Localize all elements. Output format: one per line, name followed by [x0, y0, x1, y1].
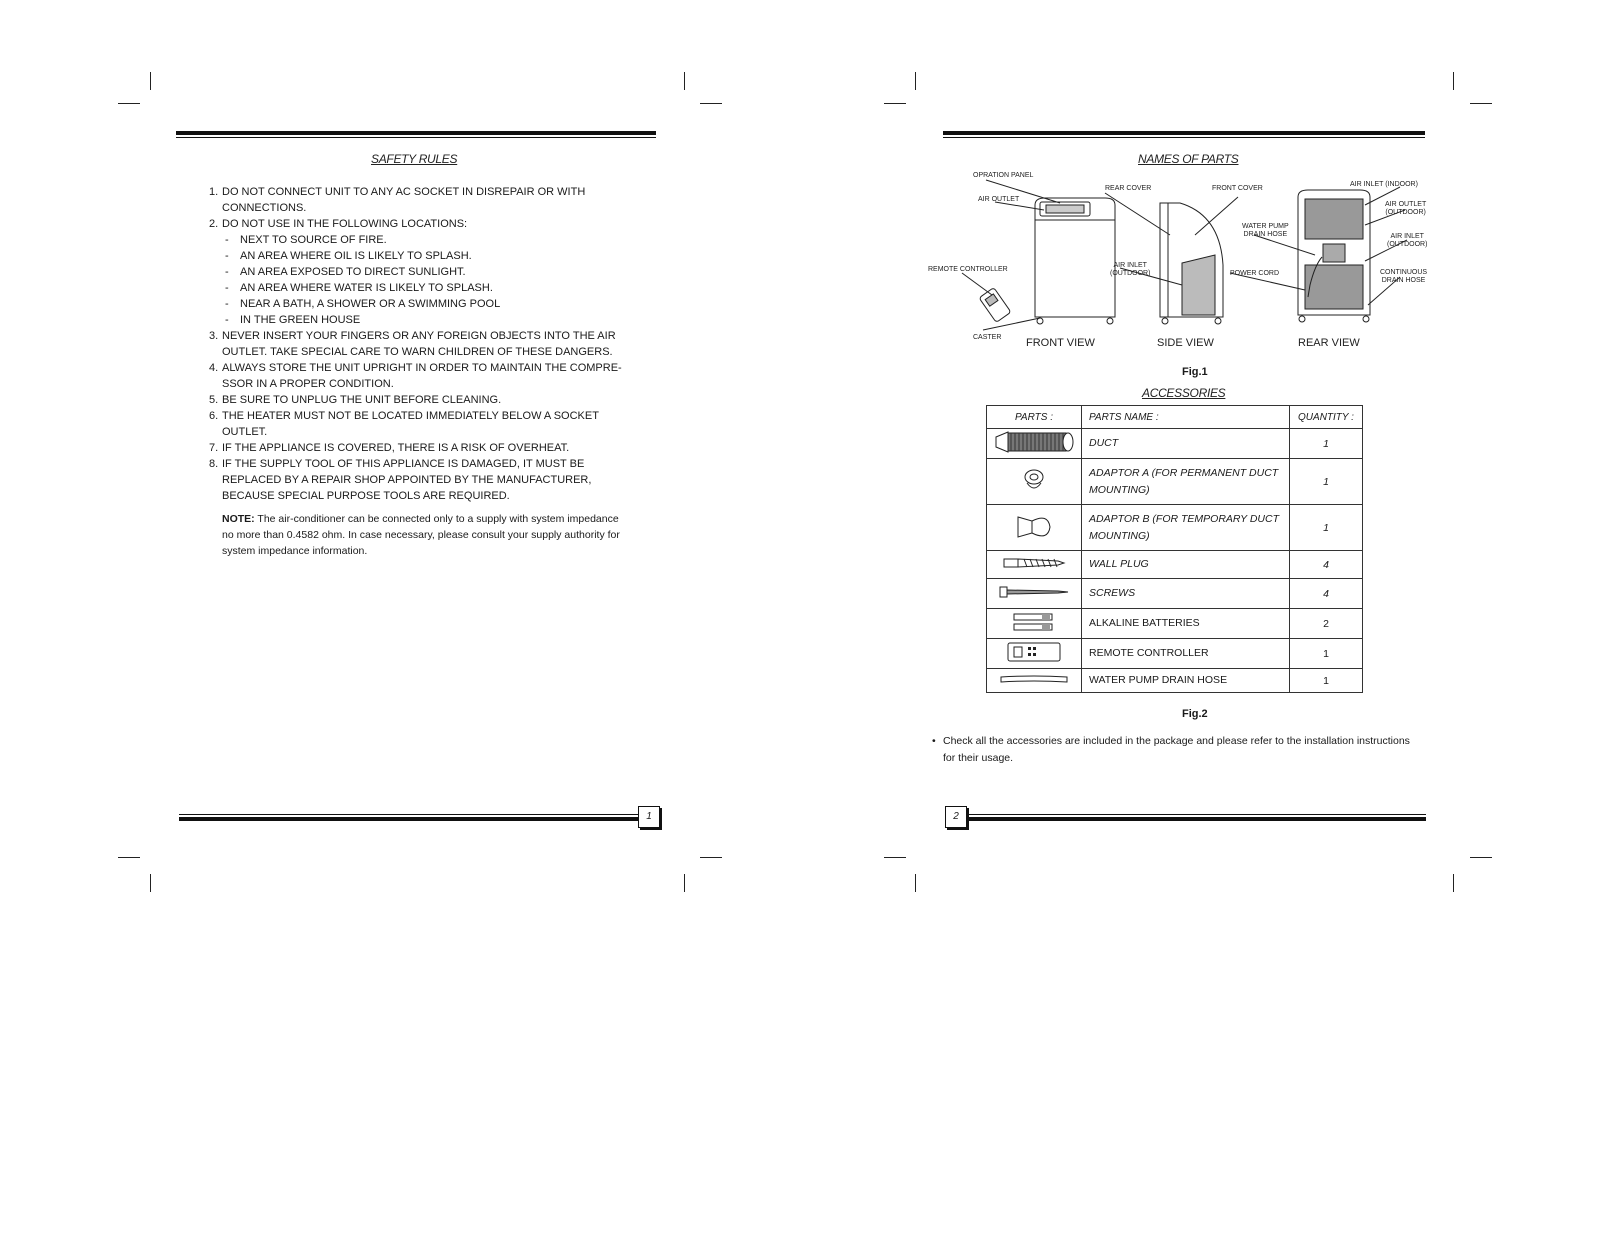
parts-diagram [920, 165, 1440, 355]
crop-mark [1453, 874, 1454, 892]
accessories-heading: ACCESSORIES [1142, 386, 1226, 400]
label-line: WATER PUMP [1242, 223, 1289, 230]
footer-rule [968, 817, 1426, 821]
header-parts-name: PARTS NAME : [1082, 406, 1290, 429]
rule-subitem: - AN AREA WHERE WATER IS LIKELY TO SPLASH. [222, 280, 639, 296]
front-view-label: FRONT VIEW [1026, 337, 1095, 349]
part-quantity: 1 [1290, 429, 1363, 459]
note-paragraph [222, 511, 622, 559]
label-line: AIR OUTLET [1385, 201, 1427, 208]
footer-rule [179, 817, 639, 821]
part-quantity: 4 [1290, 579, 1363, 609]
label-line: DRAIN HOSE [1243, 231, 1288, 238]
accessories-table [986, 405, 1363, 693]
table-row [987, 579, 1363, 609]
front-view-unit [1035, 198, 1115, 324]
side-view-unit [1160, 203, 1223, 324]
page-number: 1 [638, 806, 660, 828]
label-water-pump [1242, 223, 1289, 239]
part-name: SCREWS [1082, 579, 1290, 609]
label-power-cord: POWER CORD [1230, 270, 1279, 277]
note-label: NOTE: [222, 513, 255, 525]
crop-mark [684, 874, 685, 892]
header-quantity: QUANTITY : [1290, 406, 1363, 429]
part-name: WATER PUMP DRAIN HOSE [1082, 669, 1290, 693]
safety-rule-subitem [209, 312, 639, 328]
rule-number: 5. [209, 394, 219, 406]
battery-icon [987, 609, 1082, 639]
duct-icon [987, 429, 1082, 459]
rear-view-label: REAR VIEW [1298, 337, 1360, 349]
fig1-caption: Fig.1 [1182, 366, 1208, 378]
rule-number: 7. [209, 442, 219, 454]
part-name: ADAPTOR A (FOR PERMANENT DUCT MOUNTING) [1082, 459, 1290, 505]
safety-rule-item [209, 184, 639, 216]
adaptor-b-icon [987, 505, 1082, 551]
rule-subitem: - AN AREA EXPOSED TO DIRECT SUNLIGHT. [222, 264, 639, 280]
part-name: REMOTE CONTROLLER [1082, 639, 1290, 669]
rule-number: 1. [209, 186, 219, 198]
crop-mark [700, 103, 722, 104]
side-view-label: SIDE VIEW [1157, 337, 1214, 349]
label-operation-panel: OPRATION PANEL [973, 172, 1034, 179]
label-air-outlet: AIR OUTLET [978, 196, 1020, 203]
safety-rules-list [209, 184, 639, 504]
rule-text: IF THE SUPPLY TOOL OF THIS APPLIANCE IS DAMAGED, IT MUST BE REPLACED BY A REPAIR SHOP APPOINTED BY THE MANUFACTURER, BECAUSE SPECIAL PURPOSE TOOLS ARE REQUIRED. [222, 458, 592, 502]
label-caster: CASTER [973, 334, 1002, 341]
crop-mark [915, 72, 916, 90]
header-rule [176, 131, 656, 135]
parts-heading: NAMES OF PARTS [1138, 152, 1239, 166]
crop-mark [1453, 72, 1454, 90]
label-continuous-drain-hose [1380, 269, 1427, 285]
page-title: SAFETY RULES [371, 152, 458, 166]
part-name: ADAPTOR B (FOR TEMPORARY DUCT MOUNTING) [1082, 505, 1290, 551]
safety-rule-item [209, 216, 639, 232]
safety-rule-item [209, 392, 639, 408]
footnote: • Check all the accessories are included in the package and please refer to the installation instructions for their usage. [943, 733, 1423, 767]
label-air-inlet-outdoor-side [1110, 262, 1150, 278]
header-rule [943, 131, 1425, 135]
page-number: 2 [945, 806, 967, 828]
safety-rule-item [209, 440, 639, 456]
remote-icon [987, 639, 1082, 669]
label-line: DRAIN HOSE [1381, 277, 1426, 284]
crop-mark [118, 103, 140, 104]
label-line: AIR INLET [1390, 233, 1424, 240]
part-name: WALL PLUG [1082, 551, 1290, 579]
table-row [987, 459, 1363, 505]
crop-mark [684, 72, 685, 90]
rule-number: 6. [209, 410, 219, 422]
part-quantity: 1 [1290, 505, 1363, 551]
rule-text: DO NOT CONNECT UNIT TO ANY AC SOCKET IN DISREPAIR OR WITH CONNECTIONS. [222, 186, 586, 214]
safety-rule-item [209, 328, 639, 360]
label-air-outlet-outdoor [1385, 201, 1426, 217]
rule-subitem: - IN THE GREEN HOUSE [222, 312, 639, 328]
crop-mark [118, 857, 140, 858]
label-air-inlet-indoor: AIR INLET (INDOOR) [1350, 181, 1418, 188]
part-name: DUCT [1082, 429, 1290, 459]
label-line: CONTINUOUS [1380, 269, 1428, 276]
label-line: (OUTDOOR) [1110, 270, 1151, 277]
rule-text: THE HEATER MUST NOT BE LOCATED IMMEDIATELY BELOW A SOCKET OUTLET. [222, 410, 599, 438]
screw-icon [987, 579, 1082, 609]
crop-mark [915, 874, 916, 892]
safety-rule-item [209, 456, 639, 504]
fig2-caption: Fig.2 [1182, 708, 1208, 720]
part-name: ALKALINE BATTERIES [1082, 609, 1290, 639]
rule-number: 8. [209, 458, 219, 470]
label-line: (OUTDOOR) [1387, 241, 1428, 248]
rule-subitem: - AN AREA WHERE OIL IS LIKELY TO SPLASH. [222, 248, 639, 264]
label-line: AIR INLET [1113, 262, 1147, 269]
crop-mark [884, 103, 906, 104]
crop-mark [700, 857, 722, 858]
part-quantity: 1 [1290, 459, 1363, 505]
safety-rule-subitem [209, 248, 639, 264]
table-row [987, 429, 1363, 459]
crop-mark [150, 874, 151, 892]
rule-text: BE SURE TO UNPLUG THE UNIT BEFORE CLEANING. [222, 394, 502, 406]
label-line: (OUTDOOR) [1385, 209, 1426, 216]
rule-number: 3. [209, 330, 219, 342]
rule-subitem: - NEAR A BATH, A SHOWER OR A SWIMMING POOL [222, 296, 639, 312]
label-front-cover: FRONT COVER [1212, 185, 1263, 192]
rule-number: 4. [209, 362, 219, 374]
label-rear-cover: REAR COVER [1105, 185, 1152, 192]
safety-rule-subitem [209, 232, 639, 248]
table-header-row [987, 406, 1363, 429]
part-quantity: 4 [1290, 551, 1363, 579]
table-row [987, 669, 1363, 693]
wall-plug-icon [987, 551, 1082, 579]
safety-rule-item [209, 408, 639, 440]
safety-rule-item [209, 360, 639, 392]
table-row [987, 505, 1363, 551]
part-quantity: 1 [1290, 669, 1363, 693]
adaptor-a-icon [987, 459, 1082, 505]
rule-number: 2. [209, 218, 219, 230]
part-quantity: 2 [1290, 609, 1363, 639]
drain-hose-icon [987, 669, 1082, 693]
header-parts: PARTS : [987, 406, 1082, 429]
accessories-body [987, 429, 1363, 693]
safety-rule-subitem [209, 264, 639, 280]
rule-text: DO NOT USE IN THE FOLLOWING LOCATIONS: [222, 218, 468, 230]
safety-rule-subitem [209, 296, 639, 312]
safety-rule-subitem [209, 280, 639, 296]
table-row [987, 609, 1363, 639]
rule-text: NEVER INSERT YOUR FINGERS OR ANY FOREIGN OBJECTS INTO THE AIR OUTLET. TAKE SPECIAL CARE TO WARN CHILDREN OF THESE DANGERS. [222, 330, 616, 358]
crop-mark [884, 857, 906, 858]
note-text: The air-conditioner can be connected only to a supply with system impedance no more than 0.4582 ohm. In case necessary, please consult your supply authority for system impedance information. [222, 513, 620, 557]
rear-view-unit [1298, 190, 1370, 322]
label-air-inlet-outdoor-rear [1387, 233, 1427, 249]
crop-mark [1470, 857, 1492, 858]
rule-text: IF THE APPLIANCE IS COVERED, THERE IS A RISK OF OVERHEAT. [222, 442, 570, 454]
crop-mark [150, 72, 151, 90]
crop-mark [1470, 103, 1492, 104]
label-remote-controller: REMOTE CONTROLLER [928, 266, 1008, 273]
part-quantity: 1 [1290, 639, 1363, 669]
table-row [987, 639, 1363, 669]
table-row [987, 551, 1363, 579]
rule-text: ALWAYS STORE THE UNIT UPRIGHT IN ORDER TO MAINTAIN THE COMPRE-SSOR IN A PROPER CONDITION. [222, 362, 622, 390]
remote-sketch [979, 288, 1011, 323]
rule-subitem: - NEXT TO SOURCE OF FIRE. [222, 232, 639, 248]
